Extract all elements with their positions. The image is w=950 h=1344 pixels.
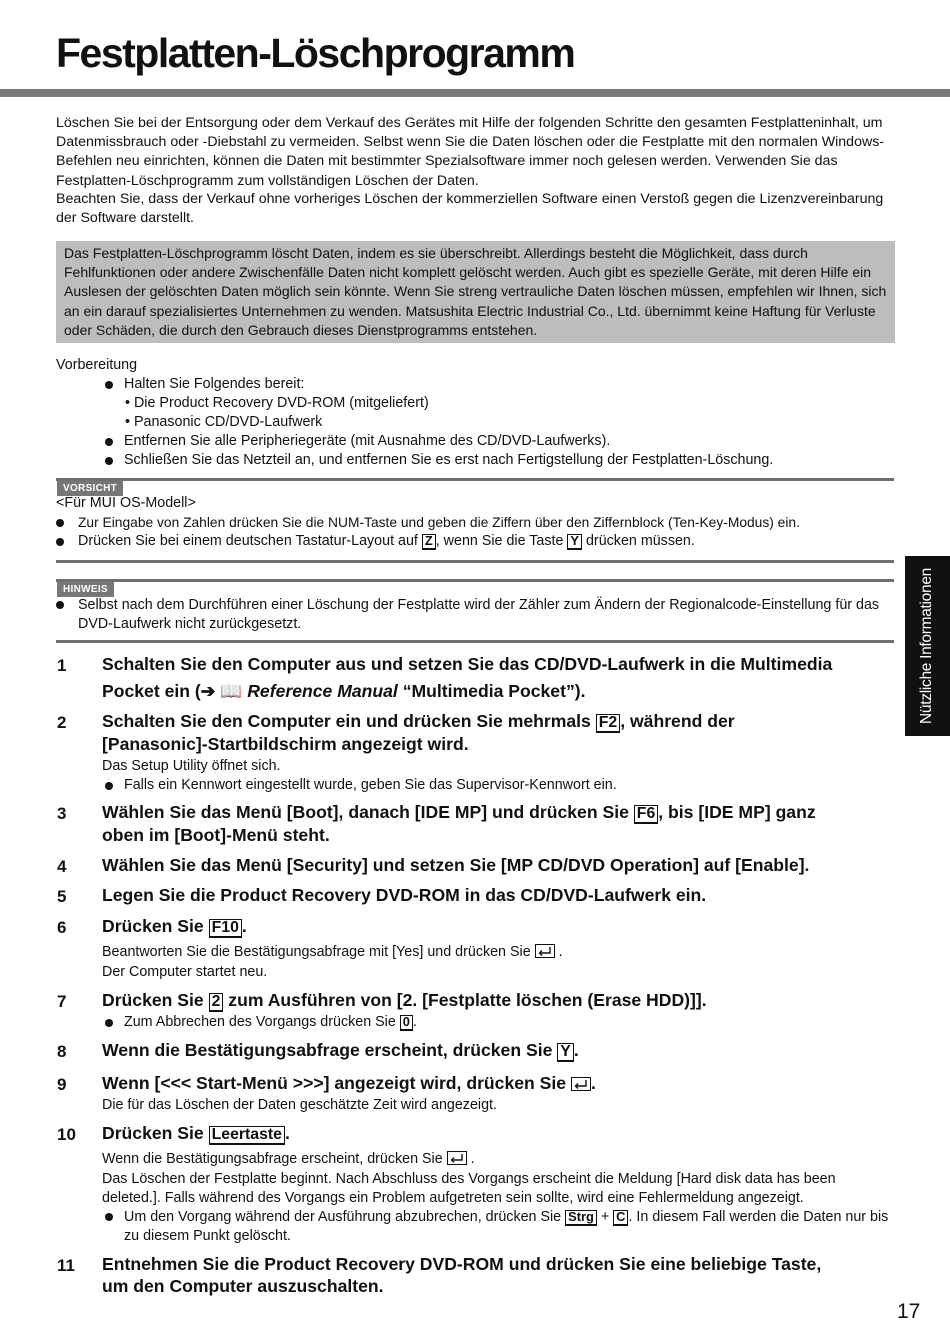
caution-item-1: Zur Eingabe von Zahlen drücken Sie die NUM-Taste und geben die Ziffern über den Ziffernblock (Ten-Key-Modus) ein. — [78, 515, 800, 530]
enter-key-icon — [447, 1151, 467, 1165]
hint-tag: HINWEIS — [57, 582, 114, 597]
bullet-icon — [105, 782, 113, 790]
caution-tag: VORSICHT — [57, 481, 123, 496]
bullet-icon — [105, 381, 113, 389]
step-6-note: Beantworten Sie die Bestätigungsabfrage mit [Yes] und drücken Sie . — [102, 944, 563, 960]
step-10-bullet: Um den Vorgang während der Ausführung abzubrechen, drücken Sie Strg + C . In diesem Fall werden die Daten nur bis zu diesem Punkt gelöscht. — [124, 1209, 889, 1244]
step-4: Wählen Sie das Menü [Security] und setzen Sie [MP CD/DVD Operation] auf [Enable]. — [102, 855, 810, 875]
enter-key-icon — [571, 1077, 591, 1091]
step-11-line-2: um den Computer auszuschalten. — [102, 1276, 384, 1296]
bullet-icon — [56, 519, 64, 527]
notice-box — [56, 241, 895, 343]
key-0: 0 — [400, 1015, 413, 1031]
step-1-line-1: Schalten Sie den Computer aus und setzen Sie das CD/DVD-Laufwerk in die Multimedia — [102, 654, 833, 674]
step-3-line-2: oben im [Boot]-Menü steht. — [102, 825, 330, 845]
key-2: 2 — [209, 993, 224, 1012]
step-8: Wenn die Bestätigungsabfrage erscheint, drücken Sie Y . — [102, 1040, 579, 1060]
prep-item-2: Entfernen Sie alle Peripheriegeräte (mit Ausnahme des CD/DVD-Laufwerks). — [124, 433, 611, 449]
step-2-bullet: Falls ein Kennwort eingestellt wurde, geben Sie das Supervisor-Kennwort ein. — [124, 777, 617, 793]
step-9-note: Die für das Löschen der Daten geschätzte Zeit wird angezeigt. — [102, 1097, 497, 1113]
step-number: 1 — [57, 656, 67, 675]
prep-heading: Vorbereitung — [56, 357, 138, 373]
key-y: Y — [557, 1043, 574, 1062]
prep-item-1: Halten Sie Folgendes bereit: — [124, 376, 305, 392]
notice-text: Das Festplatten-Löschprogramm löscht Daten, indem es sie überschreibt. Allerdings besteht die Möglichkeit, dass durch Fehlfunktionen oder andere Zwischenfälle Daten nicht komplett gelöscht werden. Auch gibt es spezielle Geräte, mit deren Hilfe ein Auslesen der gelöschten Daten möglich sein könnte. Wenn Sie streng vertrauliche Daten löschen müssen, empfehlen wir Ihnen, sich an ein darauf spezialisiertes Unternehmen zu wenden. Matsushita Electric Industrial Co., Ltd. übernimmt keine Haftung für Verluste oder Schäden, die durch den Gebrauch dieses Dienstprogramms entstehen. — [64, 245, 887, 338]
bullet-icon — [56, 538, 64, 546]
hint-rule — [56, 579, 894, 582]
step-number: 6 — [57, 918, 67, 937]
reference-manual-link: Reference Manual — [247, 681, 398, 701]
step-number: 2 — [57, 713, 67, 732]
hint-item: Selbst nach dem Durchführen einer Löschung der Festplatte wird der Zähler zum Ändern der Regionalcode-Einstellung für das DVD-Laufwerk nicht zurückgesetzt. — [78, 597, 880, 632]
bullet-icon — [56, 601, 64, 609]
step-2-line-1: Schalten Sie den Computer ein und drücken Sie mehrmals F2 , während der — [102, 711, 735, 731]
step-number: 11 — [57, 1256, 75, 1275]
step-5: Legen Sie die Product Recovery DVD-ROM in das CD/DVD-Laufwerk ein. — [102, 885, 707, 905]
section-side-tab — [905, 556, 950, 736]
step-1-line-2: Pocket ein (➔ 📖 Reference Manual “Multimedia Pocket”). — [102, 681, 586, 701]
key-f2: F2 — [596, 714, 620, 733]
prep-subitem-2: • Panasonic CD/DVD-Laufwerk — [125, 414, 323, 430]
step-10-note: Wenn die Bestätigungsabfrage erscheint, drücken Sie . — [102, 1151, 475, 1167]
license-paragraph: Beachten Sie, dass der Verkauf ohne vorheriges Löschen der kommerziellen Software einen Verstoß gegen die Lizenzvereinbarung der Software darstellt. — [56, 191, 884, 227]
step-10: Drücken Sie Leertaste . — [102, 1123, 290, 1143]
bullet-icon — [105, 1213, 113, 1221]
key-y: Y — [567, 534, 582, 550]
key-space: Leertaste — [209, 1126, 285, 1145]
bullet-icon — [105, 438, 113, 446]
key-c: C — [613, 1210, 628, 1226]
step-2-note: Das Setup Utility öffnet sich. — [102, 758, 281, 774]
title-rule — [0, 89, 950, 97]
step-number: 10 — [57, 1125, 76, 1144]
step-number: 5 — [57, 887, 67, 906]
caution-rule — [56, 478, 894, 481]
caution-item-2: Drücken Sie bei einem deutschen Tastatur-Layout auf Z , wenn Sie die Taste Y drücken müssen. — [78, 533, 695, 549]
hint-end-rule — [56, 640, 894, 643]
enter-key-icon — [535, 944, 555, 958]
step-6-note-2: Der Computer startet neu. — [102, 964, 268, 980]
caution-end-rule — [56, 560, 894, 563]
step-6: Drücken Sie F10 . — [102, 916, 247, 936]
step-11-line-1: Entnehmen Sie die Product Recovery DVD-ROM und drücken Sie eine beliebige Taste, — [102, 1254, 822, 1274]
side-tab-label: Nützliche Informationen — [918, 568, 935, 724]
step-number: 7 — [57, 992, 67, 1011]
prep-item-3: Schließen Sie das Netzteil an, und entfernen Sie es erst nach Fertigstellung der Festplatten-Löschung. — [124, 452, 774, 468]
bullet-icon — [105, 457, 113, 465]
key-f6: F6 — [634, 805, 658, 824]
step-number: 4 — [57, 857, 67, 876]
step-2-line-2: [Panasonic]-Startbildschirm angezeigt wird. — [102, 734, 469, 754]
key-f10: F10 — [209, 919, 242, 938]
bullet-icon — [105, 1019, 113, 1027]
step-3-line-1: Wählen Sie das Menü [Boot], danach [IDE MP] und drücken Sie F6 , bis [IDE MP] ganz — [102, 802, 816, 822]
page-number: 17 — [897, 1300, 921, 1323]
step-7: Drücken Sie 2 zum Ausführen von [2. [Festplatte löschen (Erase HDD)]]. — [102, 990, 707, 1010]
prep-subitem-1: • Die Product Recovery DVD-ROM (mitgeliefert) — [125, 395, 429, 411]
step-number: 3 — [57, 804, 67, 823]
step-9: Wenn [<<< Start-Menü >>>] angezeigt wird, drücken Sie . — [102, 1073, 596, 1093]
key-strg: Strg — [565, 1210, 597, 1226]
intro-paragraph: Löschen Sie bei der Entsorgung oder dem Verkauf des Gerätes mit Hilfe der folgenden Schritte den gesamten Festplatteninhalt, um Datenmissbrauch oder -Diebstahl zu vermeiden. Selbst wenn Sie die Daten löschen oder die Festplatte mit den normalen Windows-Befehlen neu einrichten, können die Daten mit bestimmter Spezialsoftware immer noch gelesen werden. Verwenden Sie das Festplatten-Löschprogramm zum vollständigen Löschen der Daten. — [56, 115, 885, 189]
step-number: 9 — [57, 1075, 67, 1094]
caution-model: <Für MUI OS-Modell> — [56, 495, 196, 511]
step-number: 8 — [57, 1042, 67, 1061]
step-7-bullet: Zum Abbrechen des Vorgangs drücken Sie 0 . — [124, 1014, 417, 1030]
step-10-note-2: Das Löschen der Festplatte beginnt. Nach Abschluss des Vorgangs erscheint die Meldung [Hard disk data has been deleted.]. Falls während des Vorgangs ein Problem aufgetreten sein sollte, wird eine Fehlermeldung angezeigt. — [102, 1171, 836, 1206]
page-title: Festplatten-Löschprogramm — [56, 30, 575, 76]
key-z: Z — [422, 534, 436, 550]
